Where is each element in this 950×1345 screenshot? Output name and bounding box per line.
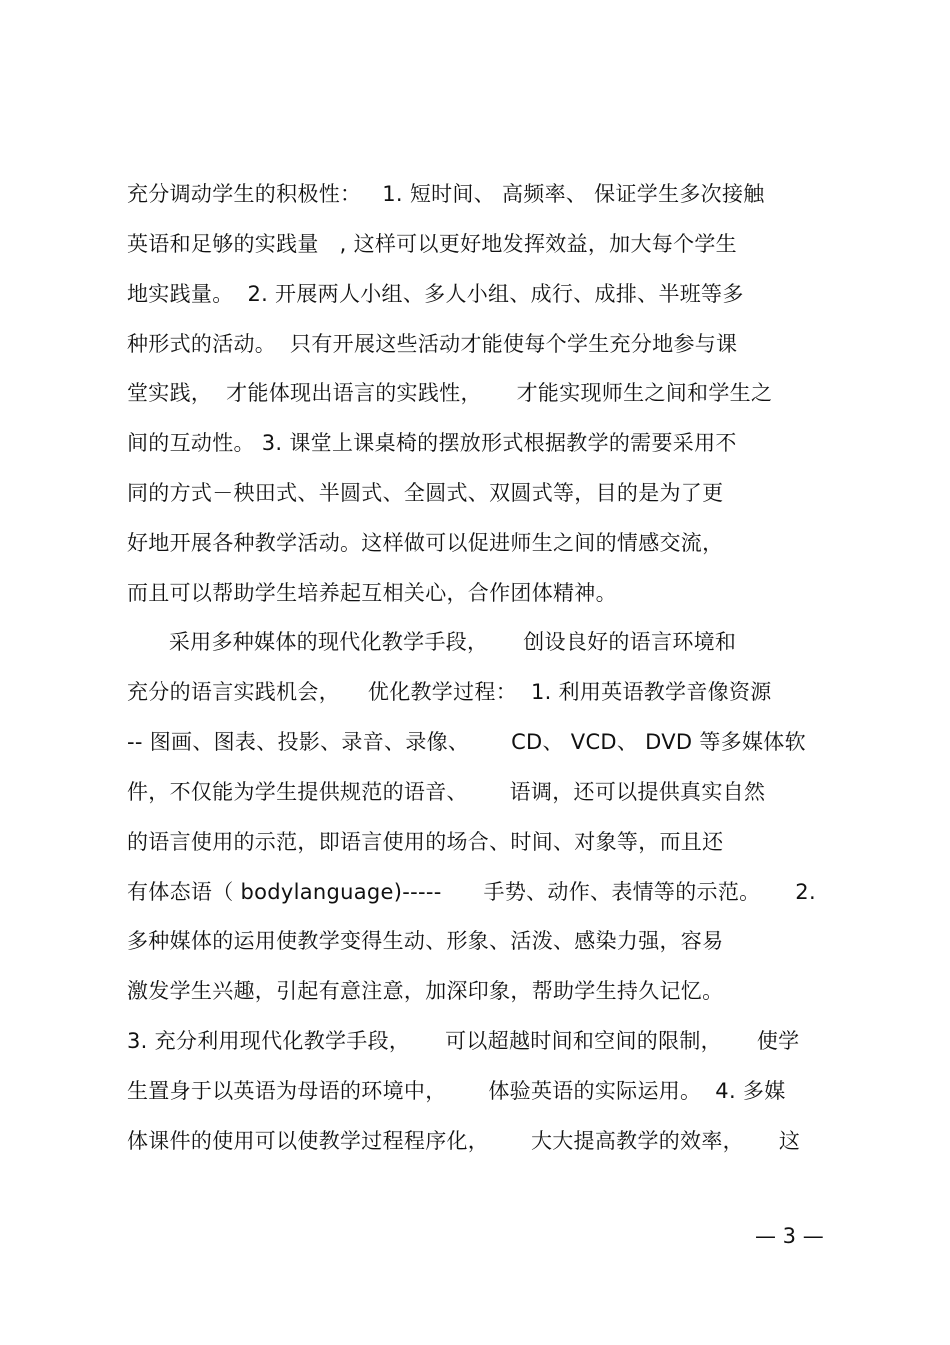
text-line: 同的方式－秧田式、半圆式、全圆式、双圆式等，目的是为了更: [127, 481, 724, 505]
text-line: 好地开展各种教学活动。这样做可以促进师生之间的情感交流，: [127, 531, 724, 555]
text-line: 多种媒体的运用使教学变得生动、形象、活泼、感染力强，容易: [127, 929, 724, 953]
text-line: 堂实践， 才能体现出语言的实践性， 才能实现师生之间和学生之: [127, 381, 773, 405]
text-line: 地实践量。 2. 开展两人小组、多人小组、成行、成排、半班等多: [127, 282, 744, 306]
text-line: 件，不仅能为学生提供规范的语音、 语调，还可以提供真实自然: [127, 780, 766, 804]
text-line: 体课件的使用可以使教学过程程序化， 大大提高教学的效率， 这: [127, 1129, 801, 1153]
text-line: 而且可以帮助学生培养起互相关心，合作团体精神。: [127, 581, 617, 605]
text-line: -- 图画、图表、投影、录音、录像、 CD、 VCD、 DVD 等多媒体软: [127, 730, 806, 754]
text-line: 有体态语（ bodylanguage)----- 手势、动作、表情等的示范。 2.: [127, 880, 816, 904]
text-line: 的语言使用的示范，即语言使用的场合、时间、对象等，而且还: [127, 830, 724, 854]
text-line: 种形式的活动。 只有开展这些活动才能使每个学生充分地参与课: [127, 332, 738, 356]
page-number: — 3 —: [755, 1224, 824, 1248]
text-line: 充分调动学生的积极性： 1. 短时间、 高频率、 保证学生多次接触: [127, 182, 765, 206]
text-line: 生置身于以英语为母语的环境中， 体验英语的实际运用。 4. 多媒: [127, 1079, 786, 1103]
text-line: 激发学生兴趣，引起有意注意，加深印象，帮助学生持久记忆。: [127, 979, 724, 1003]
text-line: 间的互动性。 3. 课堂上课桌椅的摆放形式根据教学的需要采用不: [127, 431, 737, 455]
text-line: 英语和足够的实践量 , 这样可以更好地发挥效益，加大每个学生: [127, 232, 737, 256]
text-line: 充分的语言实践机会， 优化教学过程： 1. 利用英语教学音像资源: [127, 680, 772, 704]
text-line: 采用多种媒体的现代化教学手段， 创设良好的语言环境和: [127, 630, 737, 654]
text-line: 3. 充分利用现代化教学手段， 可以超越时间和空间的限制， 使学: [127, 1029, 800, 1053]
